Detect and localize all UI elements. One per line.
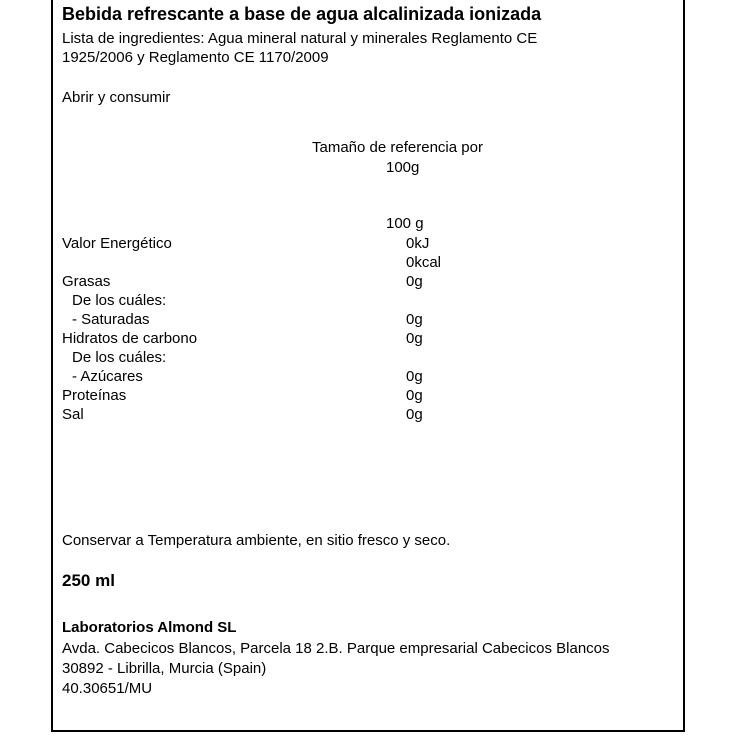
nutrition-row-label: Proteínas	[62, 387, 127, 404]
nutrition-row-label: - Azúcares	[72, 368, 143, 385]
ingredients-line-1: Lista de ingredientes: Agua mineral natural y minerales Reglamento CE	[62, 30, 538, 47]
manufacturer-address-line-2: 30892 - Librilla, Murcia (Spain)	[62, 660, 267, 677]
reference-size-line-1: Tamaño de referencia por	[312, 139, 483, 156]
nutrition-row-label: Hidratos de carbono	[62, 330, 198, 347]
nutrition-row-value: 0kJ	[406, 235, 430, 252]
nutrition-row-value: 0g	[406, 273, 423, 290]
nutrition-row-label: Valor Energético	[62, 235, 172, 252]
nutrition-row-value: 0g	[406, 330, 423, 347]
nutrition-row-value: 0g	[406, 311, 423, 328]
nutrition-row-value: 0g	[406, 406, 423, 423]
nutrition-row-label: Sal	[62, 406, 84, 423]
manufacturer-name: Laboratorios Almond SL	[62, 619, 237, 636]
nutrition-row-value: 0g	[406, 387, 423, 404]
nutrition-row-label: - Saturadas	[72, 311, 150, 328]
nutrition-row-label: De los cuáles:	[72, 292, 167, 309]
nutrition-row-label: De los cuáles:	[72, 349, 167, 366]
registry-number: 40.30651/MU	[62, 680, 153, 697]
nutrition-column-header: 100 g	[386, 215, 424, 232]
storage-instructions: Conservar a Temperatura ambiente, en sitio fresco y seco.	[62, 532, 451, 549]
nutrition-row-label: Grasas	[62, 273, 111, 290]
nutrition-row-value: 0kcal	[406, 254, 442, 271]
manufacturer-address-line-1: Avda. Cabecicos Blancos, Parcela 18 2.B. Parque empresarial Cabecicos Blancos	[62, 640, 610, 657]
ingredients-line-2: 1925/2006 y Reglamento CE 1170/2009	[62, 49, 329, 66]
net-volume: 250 ml	[62, 571, 115, 590]
nutrition-row-value: 0g	[406, 368, 423, 385]
product-title: Bebida refrescante a base de agua alcalinizada ionizada	[62, 4, 542, 24]
instructions: Abrir y consumir	[62, 89, 171, 106]
reference-size-line-2: 100g	[386, 159, 420, 176]
